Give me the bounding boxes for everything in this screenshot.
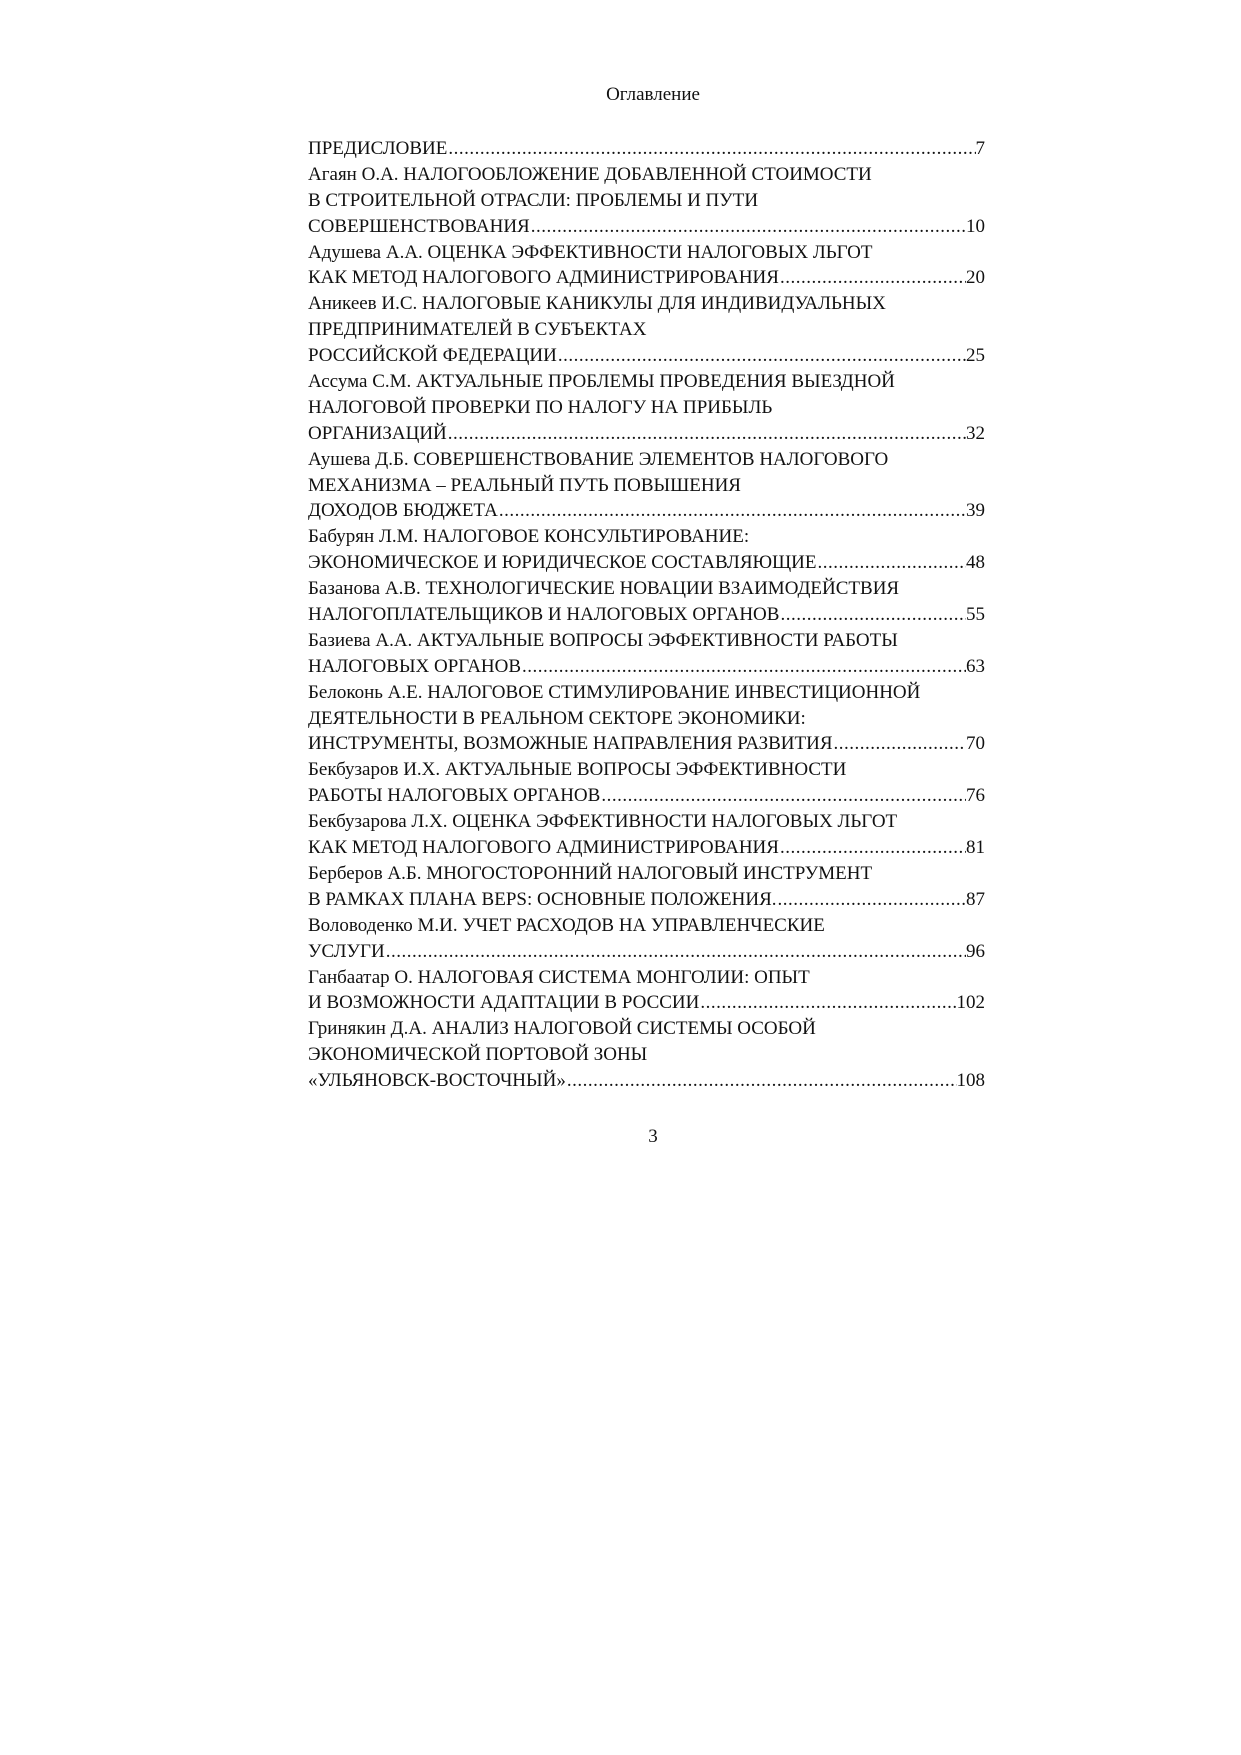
- toc-entry[interactable]: [308, 162, 985, 240]
- toc-entry-last-line: [308, 654, 985, 680]
- toc-entry[interactable]: [308, 576, 985, 628]
- toc-entry-title-end: УСЛУГИ: [308, 940, 385, 962]
- toc-entry-line: Аникеев И.С. НАЛОГОВЫЕ КАНИКУЛЫ ДЛЯ ИНДИВИДУАЛЬНЫХ: [308, 293, 886, 315]
- toc-entry-line: Бекбузарова Л.Х. ОЦЕНКА ЭФФЕКТИВНОСТИ НАЛОГОВЫХ ЛЬГОТ: [308, 811, 898, 833]
- toc-entry-last-line: [308, 835, 985, 861]
- toc-entry-title-end: РАБОТЫ НАЛОГОВЫХ ОРГАНОВ: [308, 785, 601, 807]
- toc-entry-last-line: [308, 550, 985, 576]
- dot-leader: [779, 265, 966, 291]
- dot-leader: [557, 343, 966, 369]
- toc-page-number: 25: [966, 345, 985, 367]
- dot-leader: [777, 887, 966, 913]
- toc-entry-line: Ассума С.М. АКТУАЛЬНЫЕ ПРОБЛЕМЫ ПРОВЕДЕНИЯ ВЫЕЗДНОЙ: [308, 371, 895, 393]
- toc-entry-line: Аушева Д.Б. СОВЕРШЕНСТВОВАНИЕ ЭЛЕМЕНТОВ НАЛОГОВОГО: [308, 448, 889, 470]
- toc-entry[interactable]: [308, 680, 985, 758]
- toc-entry-line: ДЕЯТЕЛЬНОСТИ В РЕАЛЬНОМ СЕКТОРЕ ЭКОНОМИКИ:: [308, 707, 806, 729]
- toc-entry-title-end: ОРГАНИЗАЦИЙ: [308, 422, 447, 444]
- toc-entry-line: Гринякин Д.А. АНАЛИЗ НАЛОГОВОЙ СИСТЕМЫ ОСОБОЙ: [308, 1018, 816, 1040]
- toc-page-number: 55: [966, 604, 985, 626]
- toc-page-number: 10: [966, 215, 985, 237]
- dot-leader: [566, 1068, 957, 1094]
- toc-entry-last-line: [308, 136, 985, 162]
- toc-entry[interactable]: [308, 913, 985, 965]
- toc-entry-last-line: [308, 602, 985, 628]
- dot-leader: [498, 498, 966, 524]
- toc-page-number: 70: [966, 733, 985, 755]
- toc-entry-last-line: [308, 214, 985, 240]
- toc-entry-line: ЭКОНОМИЧЕСКОЙ ПОРТОВОЙ ЗОНЫ: [308, 1044, 648, 1066]
- dot-leader: [521, 654, 966, 680]
- toc-entry[interactable]: [308, 1016, 985, 1094]
- toc-entry-last-line: [308, 731, 985, 757]
- toc-entry[interactable]: [308, 628, 985, 680]
- toc-entry-last-line: [308, 887, 985, 913]
- dot-leader: [779, 835, 966, 861]
- toc-entry-title-end: КАК МЕТОД НАЛОГОВОГО АДМИНИСТРИРОВАНИЯ: [308, 837, 779, 859]
- toc-entry[interactable]: [308, 240, 985, 292]
- toc-page-number: 81: [966, 837, 985, 859]
- toc-entry-title-end: ПРЕДИСЛОВИЕ: [308, 138, 448, 159]
- toc-entry-last-line: [308, 343, 985, 369]
- toc-entry-last-line: [308, 421, 985, 447]
- toc-entry[interactable]: [308, 965, 985, 1017]
- toc-entry-line: Берберов А.Б. МНОГОСТОРОННИЙ НАЛОГОВЫЙ ИНСТРУМЕНТ: [308, 862, 873, 884]
- toc-page-number: 76: [966, 785, 985, 807]
- toc-entry-title-end: КАК МЕТОД НАЛОГОВОГО АДМИНИСТРИРОВАНИЯ: [308, 267, 779, 289]
- toc-entry-last-line: [308, 990, 985, 1016]
- page-number: 3: [648, 1126, 658, 1147]
- toc-page-number: 32: [966, 422, 985, 444]
- toc-entry-last-line: [308, 783, 985, 809]
- toc-page-number: 39: [966, 500, 985, 522]
- toc-entry-last-line: [308, 498, 985, 524]
- toc-entry-line: Бекбузаров И.Х. АКТУАЛЬНЫЕ ВОПРОСЫ ЭФФЕКТИВНОСТИ: [308, 759, 847, 781]
- toc-entry-title-end: И ВОЗМОЖНОСТИ АДАПТАЦИИ В РОССИИ: [308, 992, 700, 1014]
- dot-leader: [817, 550, 966, 576]
- toc-entry-title-end: ЭКОНОМИЧЕСКОЕ И ЮРИДИЧЕСКОЕ СОСТАВЛЯЮЩИЕ: [308, 552, 817, 574]
- dot-leader: [530, 214, 966, 240]
- toc-entry-title-end: ИНСТРУМЕНТЫ, ВОЗМОЖНЫЕ НАПРАВЛЕНИЯ РАЗВИТИЯ: [308, 733, 833, 755]
- toc-entry-title-end: РОССИЙСКОЙ ФЕДЕРАЦИИ: [308, 345, 557, 367]
- toc-entry-title-end: «УЛЬЯНОВСК-ВОСТОЧНЫЙ»: [308, 1070, 566, 1092]
- toc-entry-line: Белоконь А.Е. НАЛОГОВОЕ СТИМУЛИРОВАНИЕ ИНВЕСТИЦИОННОЙ: [308, 681, 921, 703]
- page-title: Оглавление: [606, 84, 700, 105]
- toc-entry-line: Воловоденко М.И. УЧЕТ РАСХОДОВ НА УПРАВЛЕНЧЕСКИЕ: [308, 914, 825, 936]
- toc-entry[interactable]: [308, 136, 985, 162]
- toc-page-number: 102: [956, 992, 985, 1014]
- toc-entry-last-line: [308, 1068, 985, 1094]
- dot-leader: [385, 939, 966, 965]
- toc-entry-line: МЕХАНИЗМА – РЕАЛЬНЫЙ ПУТЬ ПОВЫШЕНИЯ: [308, 474, 741, 496]
- dot-leader: [447, 136, 975, 162]
- dot-leader: [447, 421, 966, 447]
- toc-entry-line: Ганбаатар О. НАЛОГОВАЯ СИСТЕМА МОНГОЛИИ: ОПЫТ: [308, 966, 810, 988]
- toc-entry[interactable]: [308, 861, 985, 913]
- toc-entry-line: Базанова А.В. ТЕХНОЛОГИЧЕСКИЕ НОВАЦИИ ВЗАИМОДЕЙСТВИЯ: [308, 578, 900, 600]
- toc-page-number: 96: [966, 940, 985, 962]
- toc-entry[interactable]: [308, 524, 985, 576]
- toc-entry-last-line: [308, 939, 985, 965]
- toc-entry[interactable]: [308, 447, 985, 525]
- toc-entry-line: Базиева А.А. АКТУАЛЬНЫЕ ВОПРОСЫ ЭФФЕКТИВНОСТИ РАБОТЫ: [308, 629, 898, 651]
- toc-entry-line: ПРЕДПРИНИМАТЕЛЕЙ В СУБЪЕКТАХ: [308, 319, 647, 341]
- toc-page-number: 87: [966, 888, 985, 910]
- toc-entry-title-end: НАЛОГОПЛАТЕЛЬЩИКОВ И НАЛОГОВЫХ ОРГАНОВ: [308, 604, 780, 626]
- toc-entry-line: Агаян О.А. НАЛОГООБЛОЖЕНИЕ ДОБАВЛЕННОЙ СТОИМОСТИ: [308, 163, 872, 185]
- toc-entry-last-line: [308, 265, 985, 291]
- toc-page-number: 48: [966, 552, 985, 574]
- toc-entry[interactable]: [308, 757, 985, 809]
- toc-page-number: 63: [966, 655, 985, 677]
- toc-entry-line: Адушева А.А. ОЦЕНКА ЭФФЕКТИВНОСТИ НАЛОГОВЫХ ЛЬГОТ: [308, 241, 873, 263]
- dot-leader: [833, 731, 966, 757]
- toc-entry-line: В СТРОИТЕЛЬНОЙ ОТРАСЛИ: ПРОБЛЕМЫ И ПУТИ: [308, 189, 759, 211]
- toc-entry[interactable]: [308, 291, 985, 369]
- toc-page-number: 20: [966, 267, 985, 289]
- toc-entry-title-end: В РАМКАХ ПЛАНА BEPS: ОСНОВНЫЕ ПОЛОЖЕНИЯ.: [308, 888, 777, 910]
- toc-entry[interactable]: [308, 369, 985, 447]
- table-of-contents: [308, 136, 985, 1094]
- dot-leader: [699, 990, 956, 1016]
- toc-entry-title-end: СОВЕРШЕНСТВОВАНИЯ: [308, 215, 530, 237]
- toc-entry-title-end: ДОХОДОВ БЮДЖЕТА: [308, 500, 498, 522]
- toc-page-number: 108: [956, 1070, 985, 1092]
- toc-entry-line: НАЛОГОВОЙ ПРОВЕРКИ ПО НАЛОГУ НА ПРИБЫЛЬ: [308, 396, 773, 418]
- dot-leader: [600, 783, 966, 809]
- dot-leader: [779, 602, 966, 628]
- toc-page-number: 7: [975, 138, 985, 159]
- toc-entry-title-end: НАЛОГОВЫХ ОРГАНОВ: [308, 655, 522, 677]
- toc-entry[interactable]: [308, 809, 985, 861]
- toc-entry-line: Бабурян Л.М. НАЛОГОВОЕ КОНСУЛЬТИРОВАНИЕ:: [308, 526, 750, 548]
